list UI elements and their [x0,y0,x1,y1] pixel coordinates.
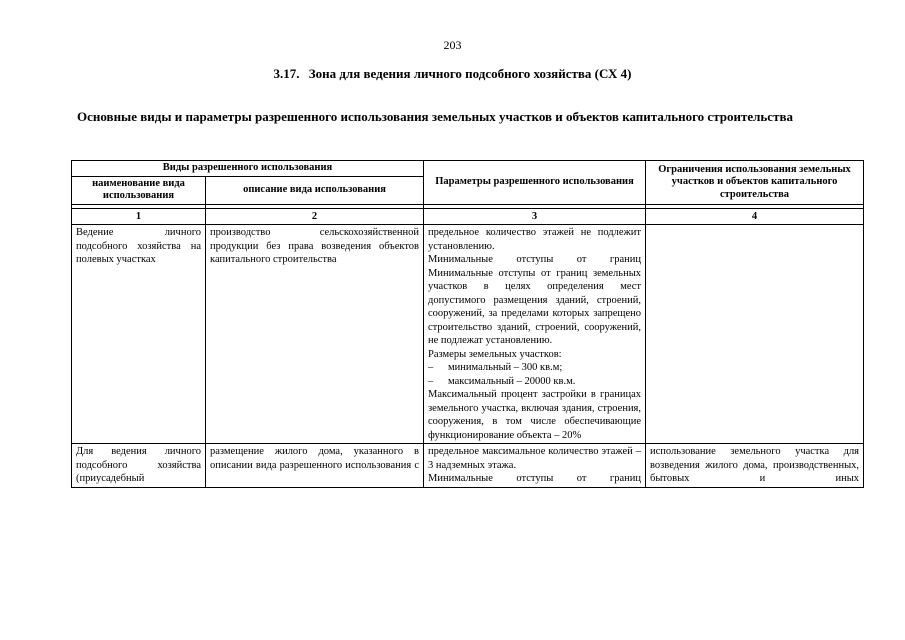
parameter-list-item: – максимальный – 20000 кв.м. [428,375,576,387]
parameter-text: Минимальные отступы от границ [428,473,642,484]
cell-parameters [424,225,646,444]
page-number: 203 [443,38,462,52]
parameter-text: Максимальный процент застройки в границах земельного участка, включая здания, строения, сооружения, в том числе обеспечивающие функционирование объекта – 20% [428,389,642,441]
regulations-table [71,160,864,488]
header-restrictions: Ограничения использования земельных участков и объектов капитального строительства [646,161,864,205]
cell-name: Ведение личного подсобного хозяйства на полевых участках [72,225,206,444]
table-row [72,225,864,444]
parameter-text: Размеры земельных участков: [428,348,562,360]
section-title-text: Зона для ведения личного подсобного хозяйства (СХ 4) [308,66,632,81]
column-number: 3 [424,208,646,225]
cell-description: размещение жилого дома, указанного в описании вида разрешенного использования с [206,444,424,488]
column-number: 2 [206,208,424,225]
cell-restrictions [646,225,864,444]
parameter-text: предельное количество этажей не подлежит установлению. [428,227,642,252]
section-number: 3.17. [273,66,300,81]
section-title [0,66,905,82]
parameter-text: предельное максимальное количество этажей – 3 надземных этажа. [428,446,642,471]
header-name: наименование вида использования [72,176,206,204]
cell-description: производство сельскохозяйственной продукции без права возведения объектов капитального строительства [206,225,424,444]
header-description: описание вида использования [206,176,424,204]
cell-name: Для ведения личного подсобного хозяйства (приусадебный [72,444,206,488]
column-number-row [72,208,864,225]
cell-restrictions: использование земельного участка для возведения жилого дома, производственных, бытовых и иных [646,444,864,488]
cell-parameters [424,444,646,488]
table-row [72,444,864,488]
column-number: 1 [72,208,206,225]
parameter-list-item: – минимальный – 300 кв.м; [428,362,563,373]
header-parameters: Параметры разрешенного использования [424,161,646,205]
parameter-text: Минимальные отступы от границ Минимальные отступы от границ земельных участков в целях определения мест допустимого размещения зданий, строений, сооружений, за пределами которых запрещено строительство зданий, строений, сооружений, не подлежат установлению. [428,254,642,346]
subtitle: Основные виды и параметры разрешенного использования земельных участков и объектов капитального строительства [77,109,793,124]
header-kinds-group: Виды разрешенного использования [72,161,424,177]
header-row-1 [72,161,864,177]
column-number: 4 [646,208,864,225]
